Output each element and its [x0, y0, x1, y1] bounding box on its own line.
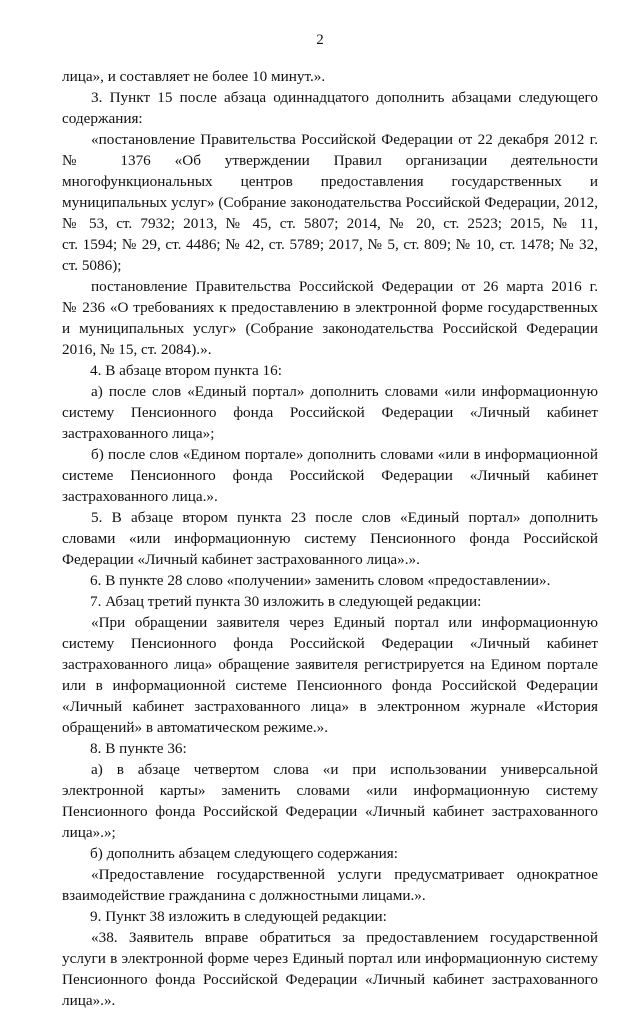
text-line: застрахованного лица.». — [62, 488, 218, 505]
text-line: взаимодействие гражданина с должностными лицами.». — [62, 887, 426, 904]
text-line: Пенсионного фонда Российской Федерации «Личный кабинет застрахованного — [62, 803, 598, 820]
text-line: электронной карты» заменить словами «или информационную систему — [62, 782, 598, 799]
text-line: застрахованного лица»; — [62, 425, 215, 442]
text-line: ст. 5086); — [62, 257, 122, 274]
text-line: услуги в электронной форме через Единый портал или информационную систему — [62, 950, 598, 967]
text-line: содержания: — [62, 110, 143, 127]
text-line: многофункциональных центров предоставления государственных и — [62, 173, 598, 190]
text-line: «Предоставление государственной услуги предусматривает однократное — [91, 866, 598, 883]
text-line: б) после слов «Едином портале» дополнить словами «или в информационной — [91, 446, 598, 463]
text-line: Пенсионного фонда Российской Федерации «Личный кабинет застрахованного — [62, 971, 598, 988]
text-line: словами «или информационную систему Пенсионного фонда Российской — [62, 530, 598, 547]
text-line: обращений» в автоматическом режиме.». — [62, 719, 329, 736]
text-line: 7. Абзац третий пункта 30 изложить в следующей редакции: — [90, 593, 482, 610]
text-line: 9. Пункт 38 изложить в следующей редакции: — [90, 908, 387, 925]
text-line: 4. В абзаце втором пункта 16: — [90, 362, 282, 379]
text-line: № 53, ст. 7932; 2013, № 45, ст. 5807; 2014, № 20, ст. 2523; 2015, № 11, — [62, 215, 598, 232]
text-line: лица».». — [62, 992, 116, 1009]
text-line: 8. В пункте 36: — [90, 740, 187, 757]
text-line: № 236 «О требованиях к предоставлению в электронной форме государственных — [62, 299, 598, 316]
text-line: б) дополнить абзацем следующего содержания: — [90, 845, 398, 862]
text-line: 2016, № 15, ст. 2084).». — [62, 341, 212, 358]
text-line: или в информационной системе Пенсионного фонда Российской Федерации — [62, 677, 598, 694]
text-line: 3. Пункт 15 после абзаца одиннадцатого дополнить абзацами следующего — [91, 89, 598, 106]
text-line: «Личный кабинет застрахованного лица» в электронном журнале «История — [62, 698, 598, 715]
text-line: «38. Заявитель вправе обратиться за предоставлением государственной — [91, 929, 598, 946]
text-line: а) после слов «Единый портал» дополнить словами «или информационную — [91, 383, 598, 400]
text-line: систему Пенсионного фонда Российской Федерации «Личный кабинет — [62, 635, 598, 652]
text-line: «постановление Правительства Российской Федерации от 22 декабря 2012 г. — [91, 131, 598, 148]
page-number: 2 — [316, 32, 324, 48]
text-line: застрахованного лица» обращение заявителя регистрируется на Едином портале — [62, 656, 598, 673]
document-body — [62, 66, 598, 1011]
text-line: лица».»; — [62, 824, 116, 841]
text-line: лица», и составляет не более 10 минут.». — [62, 68, 326, 85]
text-line: систему Пенсионного фонда Российской Федерации «Личный кабинет — [62, 404, 598, 421]
text-line: муниципальных услуг» (Собрание законодательства Российской Федерации, 2012, — [62, 194, 598, 211]
text-line: «При обращении заявителя через Единый портал или информационную — [91, 614, 598, 631]
text-line: № 1376 «Об утверждении Правил организации деятельности — [62, 152, 598, 169]
text-line: постановление Правительства Российской Федерации от 26 марта 2016 г. — [91, 278, 598, 295]
text-line: 5. В абзаце втором пункта 23 после слов «Единый портал» дополнить — [91, 509, 598, 526]
text-line: системе Пенсионного фонда Российской Федерации «Личный кабинет — [62, 467, 598, 484]
text-line: Федерации «Личный кабинет застрахованного лица».». — [62, 551, 420, 568]
text-line: и муниципальных услуг» (Собрание законодательства Российской Федерации — [62, 320, 598, 337]
text-line: ст. 1594; № 29, ст. 4486; № 42, ст. 5789; 2017, № 5, ст. 809; № 10, ст. 1478; № 32, — [62, 236, 598, 253]
text-line: 6. В пункте 28 слово «получении» заменить словом «предоставлении». — [90, 572, 551, 589]
text-line: а) в абзаце четвертом слова «и при использовании универсальной — [91, 761, 598, 778]
